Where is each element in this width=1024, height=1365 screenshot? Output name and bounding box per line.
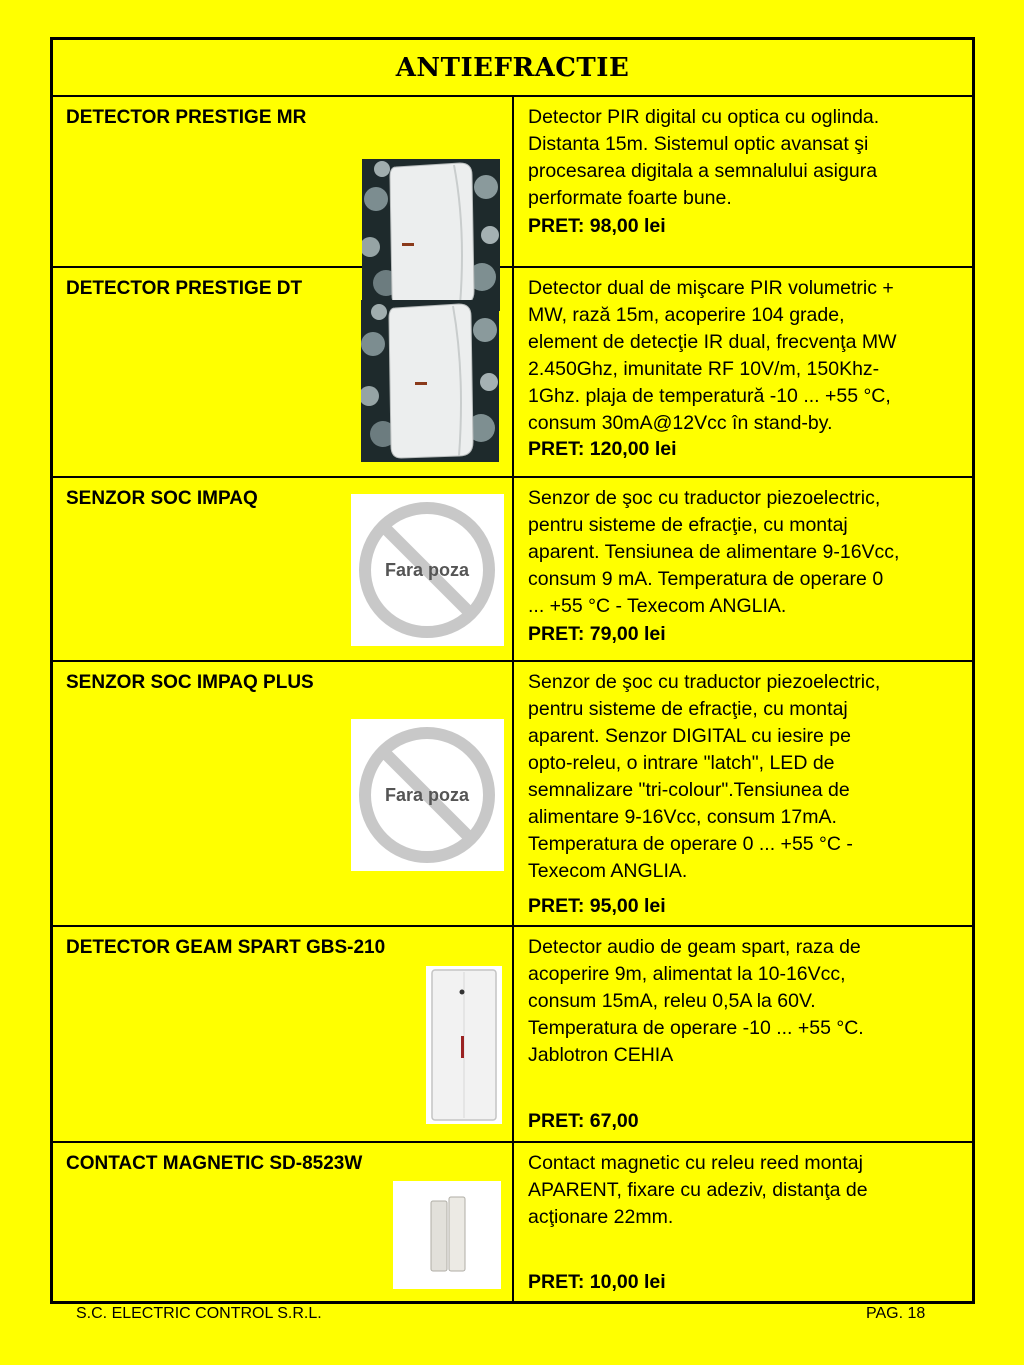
- glass-break-detector-image: [426, 966, 502, 1124]
- detector-prestige-dt-image: [361, 300, 499, 462]
- magnetic-contact-image: [393, 1181, 501, 1289]
- no-photo-label: Fara poza: [384, 560, 470, 580]
- description-cell: [514, 927, 972, 1141]
- product-cell: [53, 662, 514, 925]
- description-cell: [514, 662, 972, 925]
- product-price: PRET: 10,00 lei: [528, 1271, 666, 1293]
- product-cell: [53, 1143, 514, 1301]
- product-price: PRET: 120,00 lei: [528, 438, 677, 460]
- product-description: Detector dual de mişcare PIR volumetric + MW, rază 15m, acoperire 104 grade, element de detecţie IR dual, frecvenţa MW 2.450Ghz, imunitate RF 10V/m, 150Khz- 1Ghz. plaja de temperatură -10 ... +55 °C, consum 30mA@12Vcc în stand-by.: [528, 277, 897, 434]
- product-price: PRET: 98,00 lei: [528, 215, 666, 237]
- product-name: CONTACT MAGNETIC SD-8523W: [66, 1153, 363, 1174]
- footer-page-number: PAG. 18: [866, 1305, 926, 1322]
- table-row: [53, 1143, 972, 1301]
- product-cell: [53, 268, 514, 476]
- product-price: PRET: 67,00: [528, 1110, 639, 1132]
- product-name: DETECTOR PRESTIGE DT: [66, 278, 303, 299]
- description-cell: [514, 97, 972, 266]
- product-cell: [53, 478, 514, 660]
- product-name: DETECTOR PRESTIGE MR: [66, 107, 307, 128]
- no-photo-label: Fara poza: [384, 785, 470, 805]
- product-cell: [53, 97, 514, 266]
- no-photo-icon: [351, 719, 504, 871]
- table-row: [53, 268, 972, 478]
- description-cell: [514, 478, 972, 660]
- table-header: [53, 40, 972, 97]
- product-name: SENZOR SOC IMPAQ: [66, 488, 258, 509]
- section-title: ANTIEFRACTIE: [395, 52, 630, 83]
- product-name: SENZOR SOC IMPAQ PLUS: [66, 672, 314, 693]
- table-row: [53, 478, 972, 662]
- table-row: [53, 927, 972, 1143]
- product-cell: [53, 927, 514, 1141]
- footer-company: S.C. ELECTRIC CONTROL S.R.L.: [76, 1305, 322, 1322]
- product-price: PRET: 79,00 lei: [528, 623, 666, 645]
- product-description: Detector audio de geam spart, raza de acoperire 9m, alimentat la 10-16Vcc, consum 15mA, releu 0,5A la 60V. Temperatura de operare -10 ... +55 °C. Jablotron CEHIA: [528, 936, 864, 1066]
- description-cell: [514, 1143, 972, 1301]
- product-table: [50, 37, 975, 1304]
- product-description: Detector PIR digital cu optica cu oglinda. Distanta 15m. Sistemul optic avansat şi procesarea digitala a semnalului asigura performate foarte bune.: [528, 106, 880, 209]
- product-price: PRET: 95,00 lei: [528, 895, 666, 917]
- product-name: DETECTOR GEAM SPART GBS-210: [66, 937, 386, 958]
- no-photo-icon: [351, 494, 504, 646]
- table-row: [53, 97, 972, 268]
- description-cell: [514, 268, 972, 476]
- product-description: Senzor de şoc cu traductor piezoelectric, pentru sisteme de efracţie, cu montaj aparent. Tensiunea de alimentare 9-16Vcc, consum 9 mA. Temperatura de operare 0 ... +55 °C - Texecom ANGLIA.: [528, 487, 900, 617]
- product-description: Contact magnetic cu releu reed montaj APARENT, fixare cu adeziv, distanţa de acţionare 22mm.: [528, 1152, 868, 1228]
- product-description: Senzor de şoc cu traductor piezoelectric, pentru sisteme de efracţie, cu montaj aparent. Senzor DIGITAL cu iesire pe opto-releu, o intrare "latch", LED de semnalizare "tri-colour".Tensiunea de alimentare 9-16Vcc, consum 17mA. Temperatura de operare 0 ... +55 °C - Texecom ANGLIA.: [528, 671, 881, 882]
- table-row: [53, 662, 972, 927]
